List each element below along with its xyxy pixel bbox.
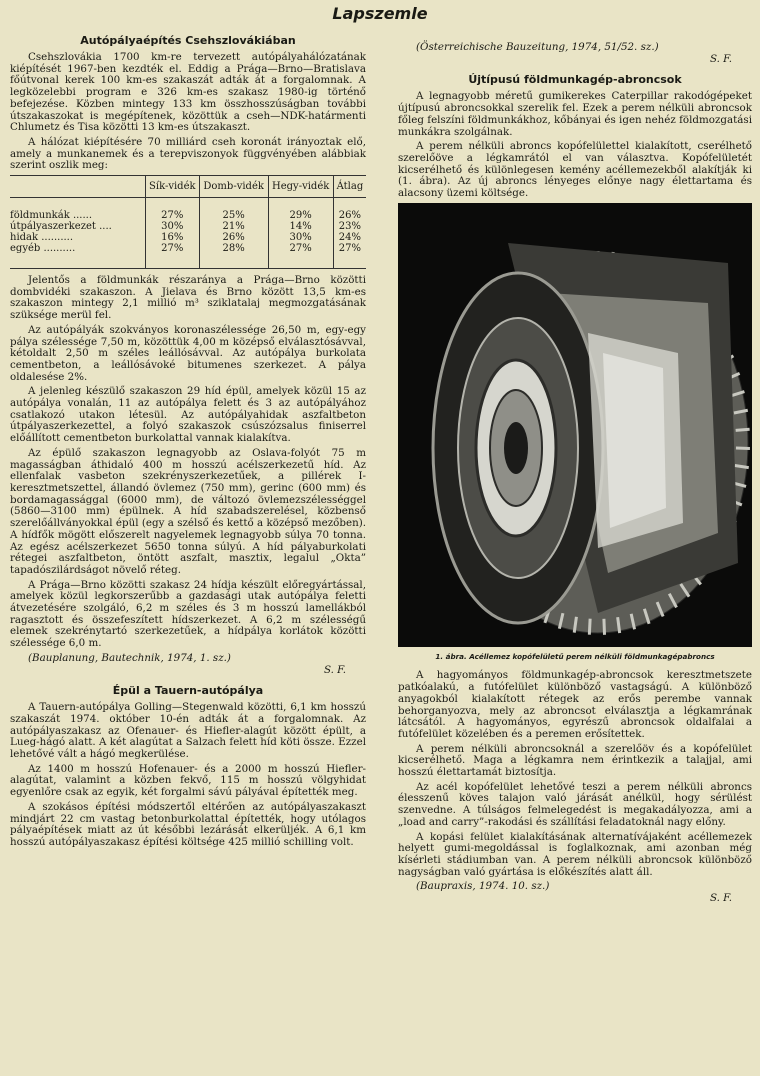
table-header: Domb-vidék	[199, 176, 268, 198]
tread-segment	[604, 619, 605, 635]
article-title: Autópályaépítés Csehszlovákiában	[80, 34, 296, 47]
table-cell: 27%	[145, 243, 199, 269]
paragraph: Az 1400 m hosszú Hofenauer- és a 2000 m hosszú Hiefler-alagútat, valamint a közben fekvő, 115 m hosszú völgyhidat egyenlőre csak az egyik, két forgalmi sávú pályával építették meg.	[10, 762, 366, 799]
table-header: Hegy-vidék	[268, 176, 333, 198]
paragraph: A Prága—Brno közötti szakasz 24 hídja készült előregyártással, amelyek közül legkorszerűbb a gazdasági utak autópálya feletti átvezetésére szolgáló, 6,2 m széles és 3 m hosszú lamellákból ragasztott és összefeszített hídszerkezet. A 6,2 m szélességű elemek szekrénytartó szerkezetűek, a hídpálya korlátok közötti szélessége 6,0 m.	[10, 578, 366, 650]
author-signature: S. F.	[323, 663, 346, 676]
table-cell: egyéb ..........	[10, 243, 76, 255]
paragraph: Az épülő szakaszon legnagyobb az Oslava-folyót 75 m magasságban áthidaló 400 m hosszú acélszerkezetű híd. Az ellenfalak vasbeton szekrényszerkezetűek, a pillérek I-keresztmetszettel, állandó övlemez (750 mm), gerinc (600 mm) és bordamagassággal (6000 mm), de változó övlemezszélességgel (5860—3100 mm) épülnek. A híd szabadszerelésel, közbenső szerelőállványokkal épül (egy a szélső és kettő a középső mezőben). A hídfők mögött előszerelt nagyelemek legnagyobb súlya 70 tonna. Az egész acélszerkezet 5650 tonna súlyú. A híd pályaburkolati rétegei aszfaltbeton, öntött aszfalt, masztix, legalul „Okta” tapadószilárdságot növelő réteg.	[10, 446, 366, 576]
figure-caption: 1. ábra. Acéllemez kopófelületű perem nélküli földmunkagépabroncs	[435, 651, 715, 661]
table-cell: útpályaszerkezet ....	[10, 221, 112, 233]
article-title: Épül a Tauern-autópálya	[112, 684, 264, 698]
paragraph: A Tauern-autópálya Golling—Stegenwald közötti, 6,1 km hosszú szakaszát 1974. október 10-én adták át a forgalomnak. Az autópályaszakasz az Ofenauer- és Hiefler-alagút között épült, a Lueg-hágó alatt. A két alagútat a Salzach felett híd köti össze. Ezzel lehetővé vált a hágó megkerülése.	[10, 701, 366, 761]
paragraph: A hagyományos földmunkagép-abroncsok keresztmetszete patkóalakú, a futófelület különböző vastagságú. A különböző anyagokból kialakított rétegek az erős perembe vannak behorganyozva, mely az abroncsot elválasztja a légkamrának látcsától. A hagyományos, egyrészű abroncsok oldalfalai a futófelület közelében és a peremen erősítettek.	[398, 669, 752, 740]
table-cell: földmunkák ......	[10, 210, 93, 222]
table-cell: 21%	[199, 221, 268, 232]
table-cell: 16%	[145, 232, 199, 243]
table-cell: 27%	[145, 198, 199, 222]
paragraph: Az autópályák szokványos koronaszélessége 26,50 m, egy-egy pálya szélessége 7,50 m, közöttük 4,00 m középső elválasztósávval, kétoldalt 2,50 m széles leállósávval. Az autópálya burkolata cementbeton, a leállósávoké bitumenes szerkezet. A pálya oldalesése 2%.	[10, 323, 366, 383]
tread-segment	[735, 465, 749, 467]
article-title: Újtípusú földmunkagép-abroncsok	[468, 73, 682, 87]
table-row	[10, 198, 366, 222]
table-cell: 30%	[145, 221, 199, 232]
table-header	[10, 176, 145, 198]
article-autopalya	[10, 34, 366, 676]
paragraph: Jelentős a földmunkák részaránya a Prága—Brno közötti dombvidéki szakaszon. A Jielava és Brno között 13,5 km-es szakaszon mintegy 2,1 millió m³ sziklatalaj megmozgatásának szüksége merül fel.	[10, 274, 366, 322]
paragraph: Csehszlovákia 1700 km-re tervezett autópályahálózatának kiépítését 1967-ben kezdték el. Eddig a Prága—Brno—Bratislava főútvonal kerek 100 km-es szakaszát adták át a forgalomnak. A legközelebbi program e 326 km-es szakasz 1980-ig történő befejezése. Közben mintegy 133 km összhosszúságban további útszakaszokat is megépítenek, közöttük a cseh—NDK-határmenti Chlumetz és Tisa közötti 13 km-es útszakaszt.	[10, 51, 366, 134]
table-row	[10, 232, 366, 243]
table-header: Átlag	[333, 176, 366, 198]
table-header: Sík-vidék	[145, 176, 199, 198]
paragraph: A kopási felület kialakításának alternatívájaként acéllemezek helyett gumi-megoldással is foglalkoznak, ami azonban még kísérleti stádiumban van. A perem nélküli abroncsok különböző nagyságban való gyártása is előkészítés alatt áll.	[398, 830, 752, 878]
table-cell: 28%	[199, 243, 268, 269]
author-signature: S. F.	[709, 892, 732, 905]
table-cell: 27%	[268, 243, 333, 269]
tread-segment	[589, 618, 590, 634]
article-abroncsok	[398, 73, 752, 904]
table-cell: 30%	[268, 232, 333, 243]
paragraph: A hálózat kiépítésére 70 milliárd cseh koronát irányoztak elő, amely a munkanemek és a terepviszonyok függvényében alábbiak szerint oszlik meg:	[10, 135, 366, 172]
article-tauern	[10, 684, 366, 848]
tread-segment	[618, 617, 620, 633]
article-source: (Österreichische Bauzeitung, 1974, 51/52. sz.)	[416, 41, 659, 53]
tread-segment	[736, 429, 750, 430]
paragraph: A jelenleg készülő szakaszon 29 híd épül, amelyek közül 15 az autópálya vonalán, 11 az autópálya felett és 3 az autópályához csatlakozó utakon létesül. Az autópályahidak aszfaltbeton útpályaszerkezettel, a folyó szakaszok csúszózsalus finiserrel előállított cementbeton burkolattal vannak kialakítva.	[10, 385, 366, 445]
table-cell: hidak ..........	[10, 232, 74, 244]
left-column	[10, 34, 366, 852]
table-cell: 24%	[333, 232, 366, 243]
table-cell: 26%	[333, 198, 366, 222]
masthead: Lapszemle	[332, 4, 428, 23]
table-row	[10, 243, 366, 269]
article-tauern-continued	[398, 42, 752, 65]
paragraph: A szokásos építési módszertől eltérően az autópályaszakaszt mindjárt 22 cm vastag betonburkolattal építették, hogy utólagos pályaépítések miatt az út későbbi lezárását elkerüljék. A 6,1 km hosszú autópályaszakasz építési költsége 425 millió schilling volt.	[10, 800, 366, 848]
paragraph: A perem nélküli abroncsoknál a szerelőöv és a kopófelület kicserélhető. Maga a légkamra nem érintkezik a talajjal, ami hosszú élettartamát biztosítja.	[398, 742, 752, 779]
table-cell: 26%	[199, 232, 268, 243]
paragraph: A legnagyobb méretű gumikerekes Caterpillar rakodógépeket újtípusú abroncsokkal szerelik fel. Ezek a perem nélküli abroncsok főleg felszíni földmunkákhoz, kőbányai és igen nehéz földmozgatási munkákra szolgálnak.	[398, 90, 752, 138]
article-source: (Bauplanung, Bautechnik, 1974, 1. sz.)	[28, 651, 231, 664]
table-header-row	[10, 176, 366, 198]
author-signature: S. F.	[709, 52, 732, 65]
article-source: (Baupraxis, 1974. 10. sz.)	[416, 880, 550, 893]
right-column	[398, 40, 752, 913]
table-cell: 23%	[333, 221, 366, 232]
cost-distribution-table	[10, 175, 366, 269]
paragraph: Az acél kopófelület lehetővé teszi a perem nélküli abroncs élesszenű köves talajon való járását anélkül, hogy sérülést szenvedne. A túlságos felmelegedést is megakadályozza, ami a „load and carry”-rakodási és szállítási feladatoknál nagy előny.	[398, 780, 752, 828]
tire-photo	[398, 203, 752, 647]
table-cell: 14%	[268, 221, 333, 232]
paragraph: A perem nélküli abroncs kopófelülettel kialakított, cserélhető szerelőöve a légkamrától el van választva. Kopófelületét kicserélhető és különlegesen kemény acéllemezekből alakítják ki (1. ábra). Az új abroncs lényeges előnye nagy élettartama és alacsony üzemi költsége.	[398, 140, 752, 200]
tire-illustration	[398, 203, 752, 647]
table-cell: 29%	[268, 198, 333, 222]
table-cell: 25%	[199, 198, 268, 222]
table-row	[10, 221, 366, 232]
table-cell: 27%	[333, 243, 366, 269]
